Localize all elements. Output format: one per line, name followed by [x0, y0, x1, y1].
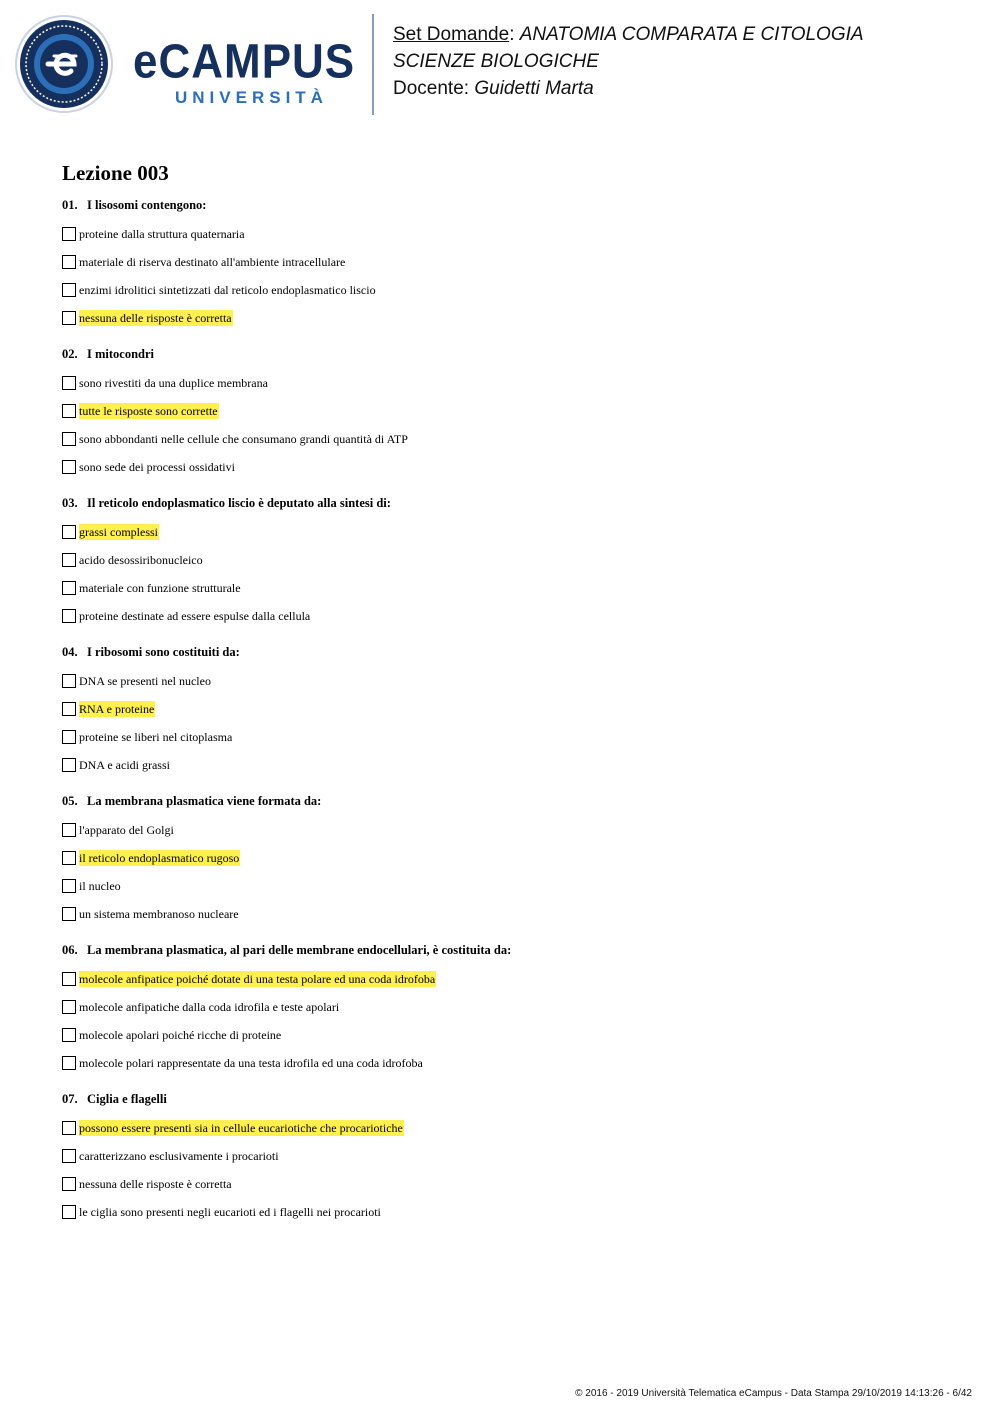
- course-subtitle-line: [393, 48, 983, 75]
- ecampus-seal-logo: [14, 14, 114, 114]
- answer-option-correct[interactable]: [62, 695, 962, 723]
- question-01: [62, 196, 962, 332]
- answer-checkbox[interactable]: [62, 553, 76, 567]
- answer-option[interactable]: [62, 425, 962, 453]
- answer-text: proteine se liberi nel citoplasma: [79, 730, 233, 744]
- answer-checkbox[interactable]: [62, 1000, 76, 1014]
- question-text: Il reticolo endoplasmatico liscio è deputato alla sintesi di:: [87, 496, 391, 510]
- answer-text-highlighted: possono essere presenti sia in cellule eucariotiche che procariotiche: [79, 1121, 403, 1135]
- answer-checkbox[interactable]: [62, 730, 76, 744]
- question-number: 07.: [62, 1092, 78, 1106]
- answer-checkbox[interactable]: [62, 879, 76, 893]
- brand-subtitle: UNIVERSITÀ: [175, 88, 328, 107]
- question-number: 03.: [62, 496, 78, 510]
- answer-option[interactable]: [62, 1170, 962, 1198]
- question-number: 05.: [62, 794, 78, 808]
- answer-option[interactable]: [62, 248, 962, 276]
- answer-checkbox[interactable]: [62, 460, 76, 474]
- answer-checkbox[interactable]: [62, 255, 76, 269]
- answer-text: DNA se presenti nel nucleo: [79, 674, 211, 688]
- answer-option[interactable]: [62, 1049, 962, 1077]
- question-heading: [62, 1090, 962, 1108]
- answer-checkbox[interactable]: [62, 376, 76, 390]
- answer-checkbox[interactable]: [62, 311, 76, 325]
- answer-checkbox[interactable]: [62, 702, 76, 716]
- page-footer: © 2016 - 2019 Università Telematica eCampus - Data Stampa 29/10/2019 14:13:26 - 6/42: [575, 1388, 972, 1399]
- answer-option-correct[interactable]: [62, 518, 962, 546]
- answer-checkbox[interactable]: [62, 972, 76, 986]
- answer-option[interactable]: [62, 602, 962, 630]
- answer-text: le ciglia sono presenti negli eucarioti ed i flagelli nei procarioti: [79, 1205, 381, 1219]
- question-04: [62, 643, 962, 779]
- answer-checkbox[interactable]: [62, 758, 76, 772]
- answer-text-highlighted: nessuna delle risposte è corretta: [79, 311, 232, 325]
- answer-option[interactable]: [62, 546, 962, 574]
- answer-text: il nucleo: [79, 879, 121, 893]
- answer-checkbox[interactable]: [62, 283, 76, 297]
- answer-option[interactable]: [62, 723, 962, 751]
- brand-name: eCAMPUS: [133, 34, 356, 89]
- answer-checkbox[interactable]: [62, 525, 76, 539]
- answer-checkbox[interactable]: [62, 1205, 76, 1219]
- answer-text-highlighted: il reticolo endoplasmatico rugoso: [79, 851, 240, 865]
- question-02: [62, 345, 962, 481]
- answer-option-correct[interactable]: [62, 397, 962, 425]
- question-number: 04.: [62, 645, 78, 659]
- answer-option[interactable]: [62, 816, 962, 844]
- question-text: I ribosomi sono costituiti da:: [87, 645, 240, 659]
- teacher-name: Guidetti Marta: [474, 78, 594, 99]
- question-text: La membrana plasmatica, al pari delle membrane endocellulari, è costituita da:: [87, 943, 512, 957]
- answer-text: molecole anfipatiche dalla coda idrofila e teste apolari: [79, 1000, 340, 1014]
- course-header: [393, 21, 983, 102]
- answer-option[interactable]: [62, 276, 962, 304]
- question-text: Ciglia e flagelli: [87, 1092, 167, 1106]
- answer-option-correct[interactable]: [62, 844, 962, 872]
- answer-text: DNA e acidi grassi: [79, 758, 170, 772]
- answer-checkbox[interactable]: [62, 674, 76, 688]
- answer-option[interactable]: [62, 667, 962, 695]
- question-list: [62, 196, 962, 1239]
- answer-checkbox[interactable]: [62, 823, 76, 837]
- question-text: La membrana plasmatica viene formata da:: [87, 794, 322, 808]
- answer-text: proteine dalla struttura quaternaria: [79, 227, 245, 241]
- answer-checkbox[interactable]: [62, 227, 76, 241]
- question-06: [62, 941, 962, 1077]
- teacher-line: Docente: Guidetti Marta: [393, 78, 594, 99]
- answer-option[interactable]: [62, 993, 962, 1021]
- lesson-title: Lezione 003: [62, 161, 169, 185]
- course-title-line: Set Domande: ANATOMIA COMPARATA E CITOLOGIA: [393, 24, 864, 45]
- answer-text-highlighted: RNA e proteine: [79, 702, 155, 716]
- question-text: I mitocondri: [87, 347, 155, 361]
- answer-option-correct[interactable]: [62, 304, 962, 332]
- answer-text: molecole apolari poiché ricche di proteine: [79, 1028, 282, 1042]
- answer-checkbox[interactable]: [62, 1149, 76, 1163]
- answer-text: acido desossiribonucleico: [79, 553, 203, 567]
- answer-option[interactable]: [62, 1198, 962, 1226]
- answer-text: molecole polari rappresentate da una testa idrofila ed una coda idrofoba: [79, 1056, 423, 1070]
- question-number: 02.: [62, 347, 78, 361]
- answer-option[interactable]: [62, 872, 962, 900]
- answer-text: enzimi idrolitici sintetizzati dal reticolo endoplasmatico liscio: [79, 283, 376, 297]
- answer-checkbox[interactable]: [62, 432, 76, 446]
- answer-option-correct[interactable]: [62, 1114, 962, 1142]
- answer-checkbox[interactable]: [62, 1028, 76, 1042]
- answer-text: materiale con funzione strutturale: [79, 581, 241, 595]
- answer-option[interactable]: [62, 1142, 962, 1170]
- question-heading: [62, 792, 962, 810]
- answer-text: un sistema membranoso nucleare: [79, 907, 239, 921]
- question-07: [62, 1090, 962, 1226]
- ecampus-wordmark: [133, 34, 356, 108]
- question-heading: [62, 941, 962, 959]
- question-number: 01.: [62, 198, 78, 212]
- question-number: 06.: [62, 943, 78, 957]
- answer-text: l'apparato del Golgi: [79, 823, 174, 837]
- answer-text: caratterizzano esclusivamente i procarioti: [79, 1149, 279, 1163]
- answer-option[interactable]: [62, 453, 962, 481]
- answer-text-highlighted: molecole anfipatice poiché dotate di una testa polare ed una coda idrofoba: [79, 972, 436, 986]
- question-heading: [62, 345, 962, 363]
- answer-text: sono sede dei processi ossidativi: [79, 460, 235, 474]
- answer-option[interactable]: [62, 900, 962, 928]
- question-03: [62, 494, 962, 630]
- course-subtitle: SCIENZE BIOLOGICHE: [393, 51, 599, 72]
- answer-checkbox[interactable]: [62, 851, 76, 865]
- answer-checkbox[interactable]: [62, 1056, 76, 1070]
- answer-option-correct[interactable]: [62, 965, 962, 993]
- question-heading: [62, 494, 962, 512]
- question-05: [62, 792, 962, 928]
- answer-text: sono rivestiti da una duplice membrana: [79, 376, 268, 390]
- answer-text: proteine destinate ad essere espulse dalla cellula: [79, 609, 311, 623]
- answer-checkbox[interactable]: [62, 581, 76, 595]
- answer-checkbox[interactable]: [62, 1121, 76, 1135]
- answer-text-highlighted: tutte le risposte sono corrette: [79, 404, 218, 418]
- answer-checkbox[interactable]: [62, 609, 76, 623]
- answer-option[interactable]: [62, 220, 962, 248]
- answer-option[interactable]: [62, 369, 962, 397]
- answer-checkbox[interactable]: [62, 404, 76, 418]
- answer-checkbox[interactable]: [62, 907, 76, 921]
- question-text: I lisosomi contengono:: [87, 198, 207, 212]
- answer-option[interactable]: [62, 751, 962, 779]
- ecampus-seal-icon: [14, 14, 114, 114]
- answer-checkbox[interactable]: [62, 1177, 76, 1191]
- answer-text: nessuna delle risposte è corretta: [79, 1177, 232, 1191]
- header-divider: [372, 14, 374, 115]
- set-label: Set Domande: [393, 24, 510, 45]
- answer-text: sono abbondanti nelle cellule che consumano grandi quantità di ATP: [79, 432, 408, 446]
- answer-option[interactable]: [62, 574, 962, 602]
- teacher-label: Docente: [393, 78, 464, 99]
- answer-text: materiale di riserva destinato all'ambiente intracellulare: [79, 255, 346, 269]
- course-title: ANATOMIA COMPARATA E CITOLOGIA: [519, 24, 864, 45]
- question-heading: [62, 643, 962, 661]
- question-heading: [62, 196, 962, 214]
- answer-text-highlighted: grassi complessi: [79, 525, 158, 539]
- answer-option[interactable]: [62, 1021, 962, 1049]
